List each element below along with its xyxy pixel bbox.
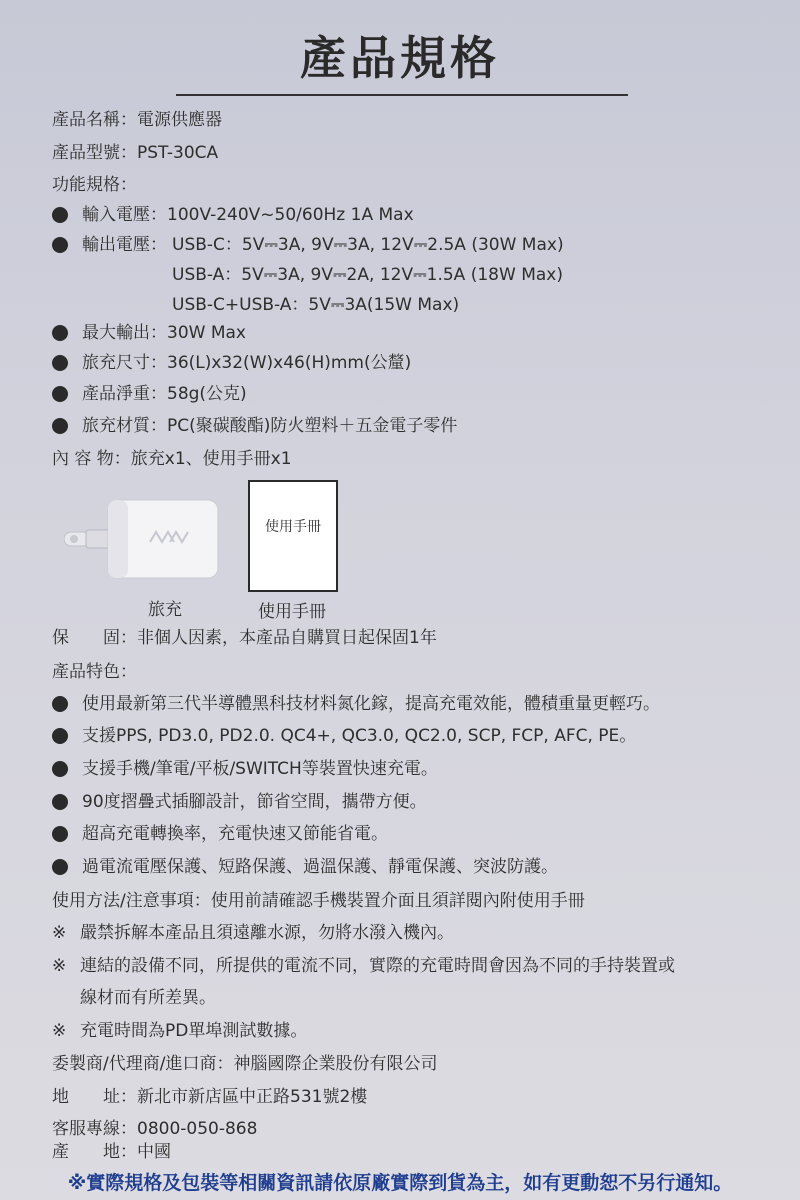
page-title: 產品規格 xyxy=(300,31,500,85)
company-origin: 產 地：中國 xyxy=(52,1142,171,1162)
bullet-icon xyxy=(52,696,68,712)
bullet-icon xyxy=(52,237,68,253)
warranty: 保 固：非個人因素，本產品自購買日起保固1年 xyxy=(52,628,437,648)
features-label: 產品特色： xyxy=(52,662,137,682)
spec-input-voltage: 輸入電壓：100V-240V~50/60Hz 1A Max xyxy=(82,205,414,225)
company-address: 地 址：新北市新店區中正路531號2樓 xyxy=(52,1087,368,1107)
bullet-icon xyxy=(52,826,68,842)
feature-item: 支援PPS, PD3.0, PD2.0. QC4+, QC3.0, QC2.0, SCP, FCP, AFC, PE。 xyxy=(82,726,637,746)
bullet-icon xyxy=(52,386,68,402)
spec-max-output: 最大輸出：30W Max xyxy=(82,323,246,343)
spec-size: 旅充尺寸：36(L)x32(W)x46(H)mm(公釐) xyxy=(82,353,412,373)
spec-weight: 產品淨重：58g(公克) xyxy=(82,384,247,404)
spec-output-usb-c: USB-C：5V⎓3A, 9V⎓3A, 12V⎓2.5A (30W Max) xyxy=(172,235,564,255)
note-item-continued: 線材而有所差異。 xyxy=(80,988,216,1008)
bullet-icon xyxy=(52,761,68,777)
spec-material: 旅充材質：PC(聚碳酸酯)防火塑料＋五金電子零件 xyxy=(82,416,458,436)
footer-disclaimer: ※實際規格及包裝等相關資訊請依原廠實際到貨為主，如有更動恕不另行通知。 xyxy=(67,1172,733,1194)
company-maker: 委製商/代理商/進口商：神腦國際企業股份有限公司 xyxy=(52,1054,438,1074)
charger-caption: 旅充 xyxy=(148,600,182,620)
bullet-icon xyxy=(52,207,68,223)
bullet-icon xyxy=(52,418,68,434)
spec-model: 產品型號：PST-30CA xyxy=(52,143,219,163)
manual-image xyxy=(248,480,338,592)
note-mark: ※ xyxy=(52,956,67,976)
feature-item: 超高充電轉換率，充電快速又節能省電。 xyxy=(82,824,388,844)
spec-contents: 內 容 物：旅充x1、使用手冊x1 xyxy=(52,449,292,469)
bullet-icon xyxy=(52,355,68,371)
spec-output-usb-a: USB-A：5V⎓3A, 9V⎓2A, 12V⎓1.5A (18W Max) xyxy=(172,265,563,285)
spec-product-name: 產品名稱：電源供應器 xyxy=(52,110,222,130)
spec-function-label: 功能規格： xyxy=(52,175,137,195)
note-item: 連結的設備不同，所提供的電流不同，實際的充電時間會因為不同的手持裝置或 xyxy=(80,956,675,976)
bullet-icon xyxy=(52,728,68,744)
feature-item: 支援手機/筆電/平板/SWITCH等裝置快速充電。 xyxy=(82,759,438,779)
charger-image xyxy=(64,498,224,580)
company-hotline: 客服專線：0800-050-868 xyxy=(52,1119,258,1139)
feature-item: 使用最新第三代半導體黑科技材料氮化鎵，提高充電效能，體積重量更輕巧。 xyxy=(82,694,660,714)
note-mark: ※ xyxy=(52,1021,67,1041)
manual-box-label: 使用手冊 xyxy=(265,519,321,535)
spec-output-label: 輸出電壓： xyxy=(82,235,167,255)
note-item: 充電時間為PD單埠測試數據。 xyxy=(80,1021,308,1041)
manual-caption: 使用手冊 xyxy=(258,602,326,622)
feature-item: 過電流電壓保護、短路保護、過溫保護、靜電保護、突波防護。 xyxy=(82,857,558,877)
bullet-icon xyxy=(52,325,68,341)
bullet-icon xyxy=(52,794,68,810)
bullet-icon xyxy=(52,859,68,875)
spec-output-combined: USB-C+USB-A：5V⎓3A(15W Max) xyxy=(172,295,460,315)
usage-notes: 使用方法/注意事項：使用前請確認手機裝置介面且須詳閱內附使用手冊 xyxy=(52,891,585,911)
feature-item: 90度摺疊式插腳設計，節省空間，攜帶方便。 xyxy=(82,792,427,812)
note-mark: ※ xyxy=(52,923,67,943)
title-underline xyxy=(176,94,628,96)
note-item: 嚴禁拆解本產品且須遠離水源，勿將水潑入機內。 xyxy=(80,923,454,943)
